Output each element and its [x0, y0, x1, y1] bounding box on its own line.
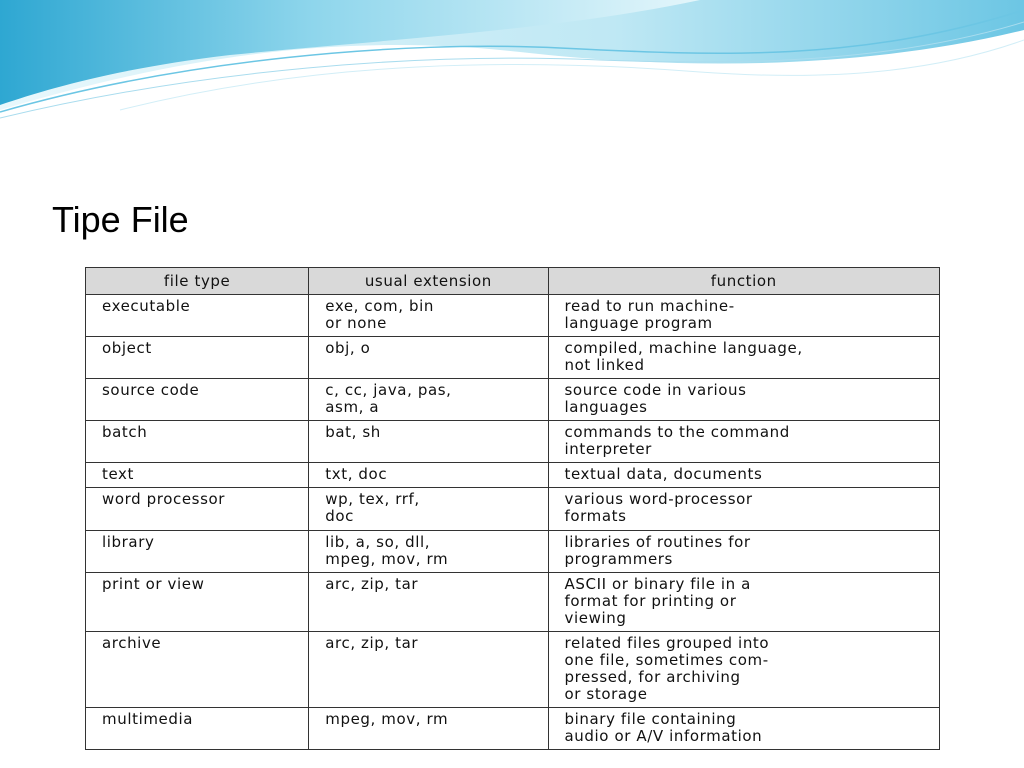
cell-extension: c, cc, java, pas, asm, a	[309, 379, 548, 421]
cell-file-type: print or view	[86, 573, 309, 632]
cell-extension: txt, doc	[309, 463, 548, 488]
cell-function: textual data, documents	[548, 463, 939, 488]
decorative-wave-banner	[0, 0, 1024, 130]
table-row	[86, 421, 940, 463]
cell-file-type: text	[86, 463, 309, 488]
cell-function: various word-processor formats	[548, 488, 939, 531]
table-row	[86, 337, 940, 379]
slide-title: Tipe File	[52, 199, 189, 240]
cell-function: related files grouped into one file, sometimes com- pressed, for archiving or storage	[548, 632, 939, 708]
cell-extension: mpeg, mov, rm	[309, 708, 548, 750]
cell-function: read to run machine- language program	[548, 295, 939, 337]
header-function: function	[548, 268, 939, 295]
table-row	[86, 708, 940, 750]
cell-function: libraries of routines for programmers	[548, 531, 939, 573]
file-types-table	[85, 267, 940, 750]
cell-file-type: multimedia	[86, 708, 309, 750]
cell-function: compiled, machine language, not linked	[548, 337, 939, 379]
table-header-row	[86, 268, 940, 295]
cell-file-type: source code	[86, 379, 309, 421]
header-file-type: file type	[86, 268, 309, 295]
cell-file-type: executable	[86, 295, 309, 337]
cell-extension: lib, a, so, dll, mpeg, mov, rm	[309, 531, 548, 573]
table-row	[86, 295, 940, 337]
cell-function: ASCII or binary file in a format for printing or viewing	[548, 573, 939, 632]
cell-function: source code in various languages	[548, 379, 939, 421]
cell-function: binary file containing audio or A/V information	[548, 708, 939, 750]
header-usual-extension: usual extension	[309, 268, 548, 295]
cell-extension: obj, o	[309, 337, 548, 379]
table-row	[86, 531, 940, 573]
cell-file-type: library	[86, 531, 309, 573]
cell-extension: arc, zip, tar	[309, 573, 548, 632]
cell-extension: exe, com, bin or none	[309, 295, 548, 337]
cell-extension: bat, sh	[309, 421, 548, 463]
table-row	[86, 463, 940, 488]
cell-function: commands to the command interpreter	[548, 421, 939, 463]
table-row	[86, 573, 940, 632]
cell-file-type: object	[86, 337, 309, 379]
table-row	[86, 488, 940, 531]
cell-extension: arc, zip, tar	[309, 632, 548, 708]
cell-extension: wp, tex, rrf, doc	[309, 488, 548, 531]
cell-file-type: archive	[86, 632, 309, 708]
table-row	[86, 379, 940, 421]
cell-file-type: batch	[86, 421, 309, 463]
table-row	[86, 632, 940, 708]
cell-file-type: word processor	[86, 488, 309, 531]
